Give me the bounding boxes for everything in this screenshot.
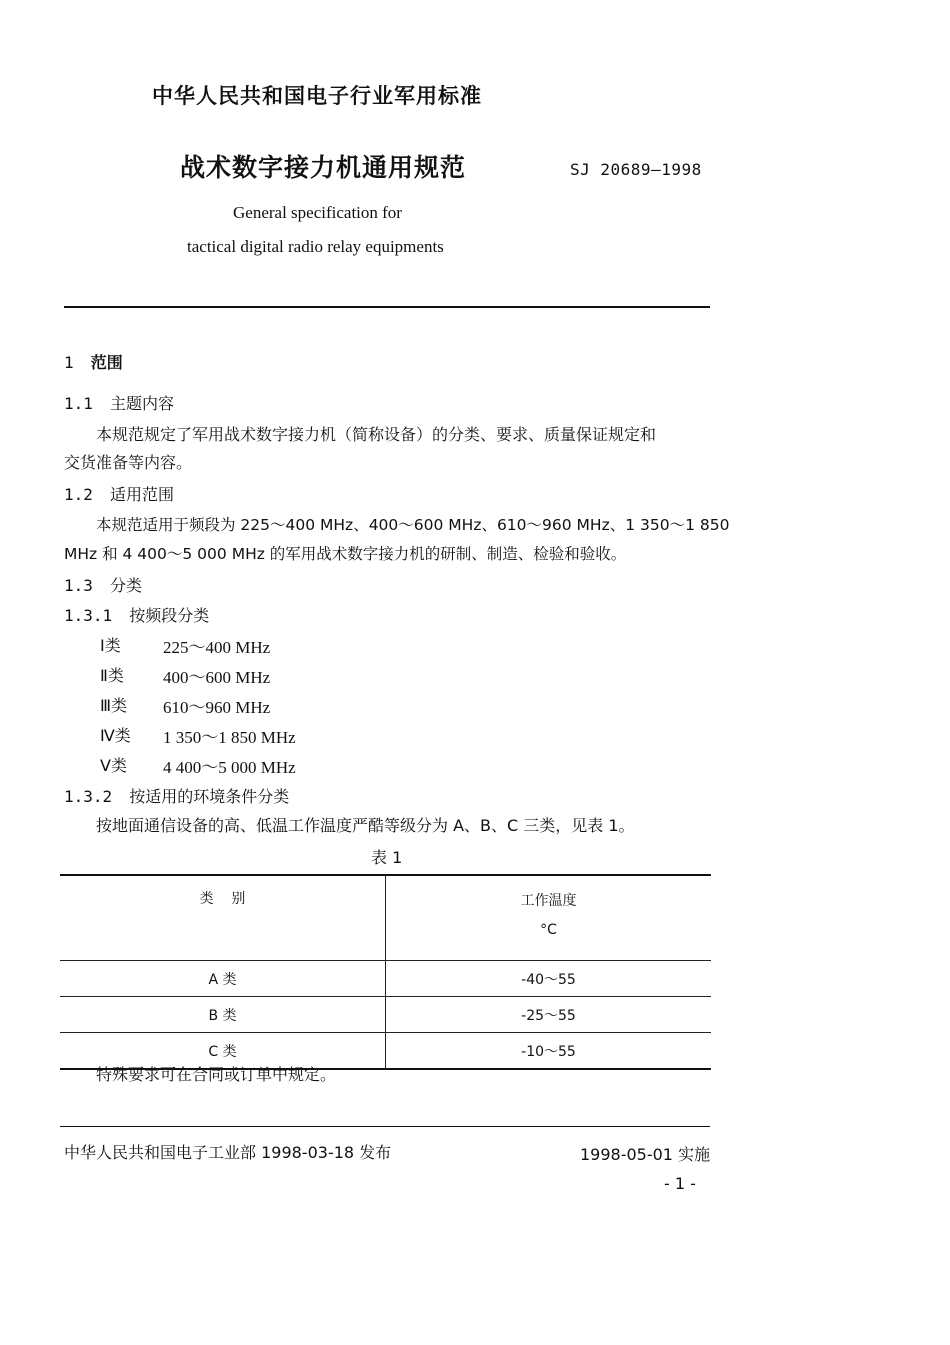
table-1	[60, 874, 711, 1070]
table-caption: 表 1	[371, 848, 403, 867]
section-title: 按适用的环境条件分类	[129, 787, 290, 806]
band-class: Ⅳ类	[100, 726, 131, 745]
table-row	[60, 997, 711, 1033]
band-class: Ⅴ类	[100, 756, 127, 775]
document-title: 战术数字接力机通用规范	[180, 153, 467, 182]
header-unit: °C	[540, 922, 557, 938]
paragraph-line: 交货准备等内容。	[64, 453, 193, 472]
band-range: 4 400～5 000 MHz	[163, 758, 296, 777]
english-title-line-1: General specification for	[233, 203, 402, 222]
section-1-heading	[64, 350, 123, 373]
band-range: 225～400 MHz	[163, 638, 271, 657]
standard-code: SJ 20689—1998	[570, 160, 702, 179]
table-cell-category: B 类	[60, 997, 386, 1033]
section-1-3-2-heading	[64, 784, 289, 807]
section-1-2-heading	[64, 482, 174, 505]
section-title: 按频段分类	[129, 606, 210, 625]
table-cell-temp: -10～55	[386, 1033, 712, 1070]
section-title: 范围	[90, 353, 123, 372]
table-header-temp	[386, 875, 712, 961]
effective-date: 1998-05-01 实施	[580, 1145, 711, 1164]
table-header-row	[60, 875, 711, 961]
band-class: Ⅱ类	[100, 666, 124, 685]
section-number: 1	[64, 353, 74, 372]
header-label: 类 别	[199, 891, 246, 907]
section-title: 适用范围	[110, 485, 175, 504]
paragraph-line: 按地面通信设备的高、低温工作温度严酷等级分为 A、B、C 三类，见表 1。	[96, 816, 635, 835]
footer-rule	[60, 1126, 710, 1127]
table-cell-temp: -25～55	[386, 997, 712, 1033]
table-header-category	[60, 875, 386, 961]
table-row	[60, 961, 711, 997]
section-number: 1.1	[64, 394, 93, 413]
band-range: 400～600 MHz	[163, 668, 271, 687]
header-rule	[64, 306, 710, 308]
header-label: 工作温度	[520, 893, 577, 909]
note-text: 特殊要求可在合同或订单中规定。	[96, 1065, 337, 1084]
section-title: 主题内容	[110, 394, 175, 413]
english-title-line-2: tactical digital radio relay equipments	[187, 237, 444, 256]
section-number: 1.3	[64, 576, 93, 595]
section-title: 分类	[110, 576, 143, 595]
band-range: 1 350～1 850 MHz	[163, 728, 296, 747]
standard-category: 中华人民共和国电子行业军用标准	[152, 84, 482, 108]
table-cell-temp: -40～55	[386, 961, 712, 997]
band-range: 610～960 MHz	[163, 698, 271, 717]
issued-by: 中华人民共和国电子工业部 1998-03-18 发布	[64, 1143, 392, 1162]
table-cell-category: A 类	[60, 961, 386, 997]
band-class: Ⅰ类	[100, 636, 121, 655]
section-1-3-heading	[64, 573, 142, 596]
section-1-3-1-heading	[64, 603, 209, 626]
section-1-1-heading	[64, 391, 174, 414]
section-number: 1.3.2	[64, 787, 113, 806]
paragraph-line: 本规范适用于频段为 225～400 MHz、400～600 MHz、610～960 MHz、1 350～1 850	[96, 516, 730, 534]
paragraph-line: MHz 和 4 400～5 000 MHz 的军用战术数字接力机的研制、制造、检验和验收。	[64, 545, 627, 563]
paragraph-line: 本规范规定了军用战术数字接力机（简称设备）的分类、要求、质量保证规定和	[96, 425, 657, 444]
table-cell-category: C 类	[60, 1033, 386, 1070]
band-class: Ⅲ类	[100, 696, 128, 715]
section-number: 1.3.1	[64, 606, 113, 625]
section-number: 1.2	[64, 485, 93, 504]
page-number: - 1 -	[664, 1174, 696, 1193]
